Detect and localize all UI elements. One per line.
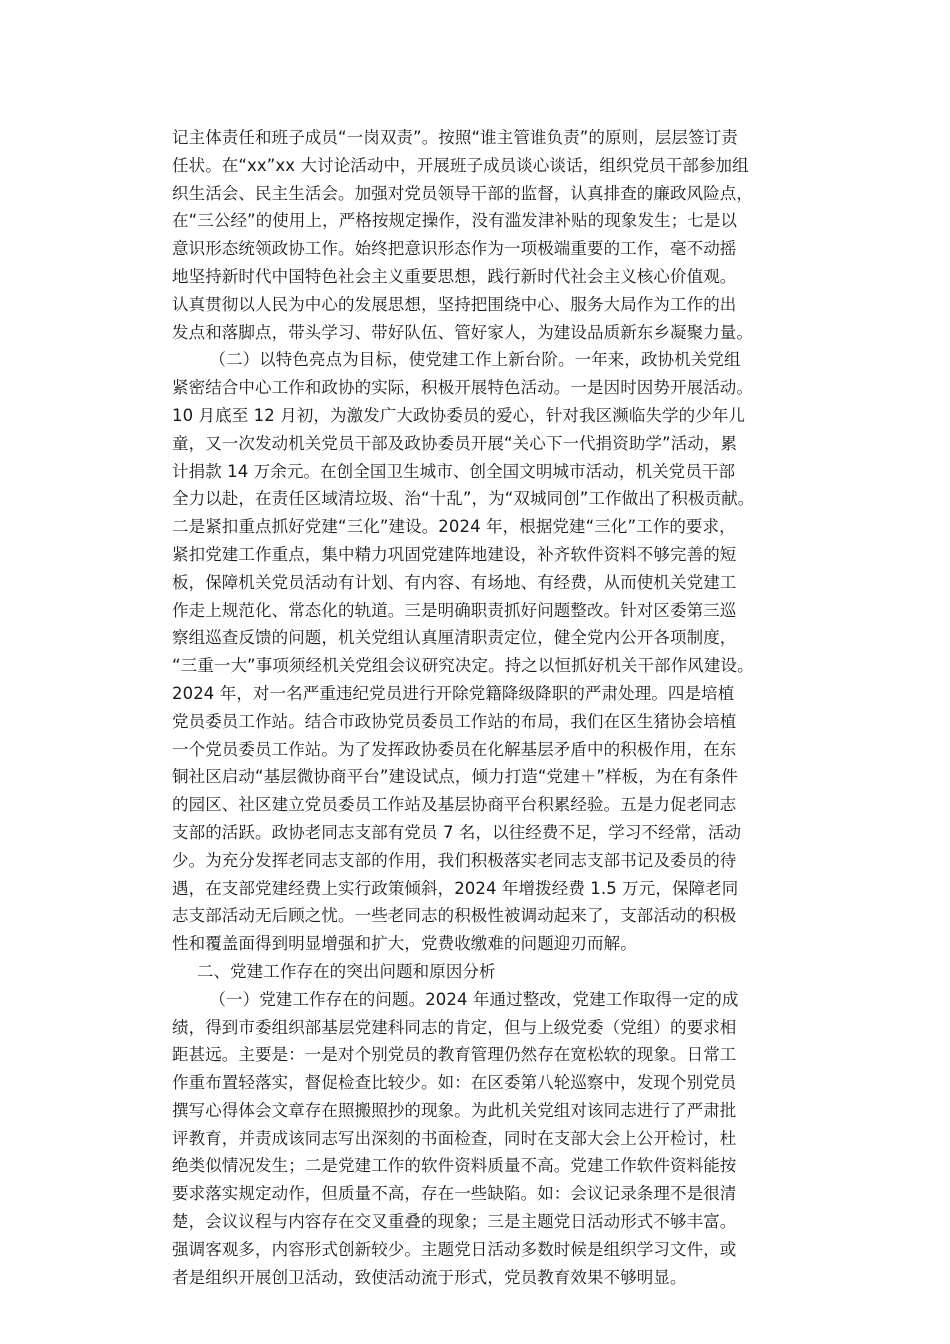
text-line: 板，保障机关党员活动有计划、有内容、有场地、有经费，从而使机关党建工 [172, 572, 737, 592]
text-line: “三重一大”事项须经机关党组会议研究决定。持之以恒抓好机关干部作风建设。 [172, 656, 754, 676]
text-line: 二是紧扣重点抓好党建“三化”建设。2024 年，根据党建“三化”工作的要求， [172, 517, 736, 537]
text-line: 绩，得到市委组织部基层党建科同志的肯定，但与上级党委（党组）的要求相 [172, 1017, 737, 1037]
text-line: 支部的活跃。政协老同志支部有党员 7 名，以往经费不足，学习不经常，活动 [172, 822, 742, 842]
text-line: 二、党建工作存在的突出问题和原因分析 [196, 961, 496, 981]
document-body [172, 124, 812, 1291]
text-line: 记主体责任和班子成员“一岗双责”。按照“谁主管谁负责”的原则，层层签订责 [172, 128, 738, 147]
text-line: 评教育，并责成该同志写出深刻的书面检查，同时在支部大会上公开检讨，杜 [172, 1128, 737, 1148]
text-line: 遇，在支部党建经费上实行政策倾斜，2024 年增拨经费 1.5 万元，保障老同 [172, 878, 739, 898]
text-line: 强调客观多，内容形式创新较少。主题党日活动多数时候是组织学习文件，或 [172, 1239, 737, 1259]
text-line: 党员委员工作站。结合市政协党员委员工作站的布局，我们在区生猪协会培植 [172, 711, 737, 731]
text-line: 认真贯彻以人民为中心的发展思想，坚持把围绕中心、服务大局作为工作的出 [172, 294, 737, 314]
text-line: 撰写心得体会文章存在照搬照抄的现象。为此机关党组对该同志进行了严肃批 [172, 1100, 737, 1120]
text-line: 楚，会议议程与内容存在交叉重叠的现象；三是主题党日活动形式不够丰富。 [172, 1212, 737, 1232]
text-line: 志支部活动无后顾之忧。一些老同志的积极性被调动起来了，支部活动的积极 [172, 906, 737, 926]
text-line: 在“三公经”的使用上，严格按规定操作，没有滥发津补贴的现象发生；七是以 [172, 211, 738, 231]
text-line: 童，又一次发动机关党员干部及政协委员开展“关心下一代捐资助学”活动，累 [172, 433, 738, 453]
text-line: 意识形态统领政协工作。始终把意识形态作为一项极端重要的工作，毫不动摇 [172, 239, 737, 259]
text-line: 发点和落脚点，带头学习、带好队伍、管好家人，为建设品质新东乡凝聚力量。 [172, 322, 753, 342]
text-line: 少。为充分发挥老同志支部的作用，我们积极落实老同志支部书记及委员的待 [172, 850, 737, 870]
text-line: （二）以特色亮点为目标，使党建工作上新台阶。一年来，政协机关党组 [209, 350, 741, 370]
text-line: 2024 年，对一名严重违纪党员进行开除党籍降级降职的严肃处理。四是培植 [172, 683, 735, 703]
text-line: 全力以赴，在责任区域清垃圾、治“十乱”，为“双城同创”工作做出了积极贡献。 [172, 489, 755, 509]
text-line: 铜社区启动“基层微协商平台”建设试点，倾力打造“党建＋”样板，为在有条件 [172, 767, 738, 787]
text-line: 计捐款 14 万余元。在创全国卫生城市、创全国文明城市活动，机关党员干部 [172, 461, 736, 481]
text-line: 任状。在“xx”xx 大讨论活动中，开展班子成员谈心谈话，组织党员干部参加组 [172, 155, 749, 175]
text-line: （一）党建工作存在的问题。2024 年通过整改，党建工作取得一定的成 [209, 989, 739, 1009]
text-line: 性和覆盖面得到明显增强和扩大，党费收缴难的问题迎刃而解。 [172, 934, 637, 954]
text-line: 察组巡查反馈的问题，机关党组认真厘清职责定位，健全党内公开各项制度， [172, 628, 737, 648]
text-line: 10 月底至 12 月初，为激发广大政协委员的爱心，针对我区濒临失学的少年儿 [172, 405, 746, 425]
text-line: 紧扣党建工作重点，集中精力巩固党建阵地建设，补齐软件资料不够完善的短 [172, 544, 737, 564]
text-line: 要求落实规定动作，但质量不高，存在一些缺陷。如：会议记录条理不是很清 [172, 1184, 737, 1204]
text-line: 织生活会、民主生活会。加强对党员领导干部的监督，认真排查的廉政风险点， [172, 183, 753, 203]
text-line: 绝类似情况发生；二是党建工作的软件资料质量不高。党建工作软件资料能按 [172, 1156, 737, 1176]
text-line: 者是组织开展创卫活动，致使活动流于形式，党员教育效果不够明显。 [172, 1267, 687, 1287]
text-line: 紧密结合中心工作和政协的实际，积极开展特色活动。一是因时因势开展活动。 [172, 378, 753, 398]
text-line: 作走上规范化、常态化的轨道。三是明确职责抓好问题整改。针对区委第三巡 [172, 600, 737, 620]
text-line: 作重布置轻落实，督促检查比较少。如：在区委第八轮巡察中，发现个别党员 [172, 1073, 737, 1093]
text-line: 一个党员委员工作站。为了发挥政协委员在化解基层矛盾中的积极作用，在东 [172, 739, 737, 759]
text-line: 地坚持新时代中国特色社会主义重要思想，践行新时代社会主义核心价值观。 [172, 266, 737, 286]
text-line: 距甚远。主要是：一是对个别党员的教育管理仍然存在宽松软的现象。日常工 [172, 1045, 737, 1065]
text-line: 的园区、社区建立党员委员工作站及基层协商平台积累经验。五是力促老同志 [172, 795, 737, 815]
